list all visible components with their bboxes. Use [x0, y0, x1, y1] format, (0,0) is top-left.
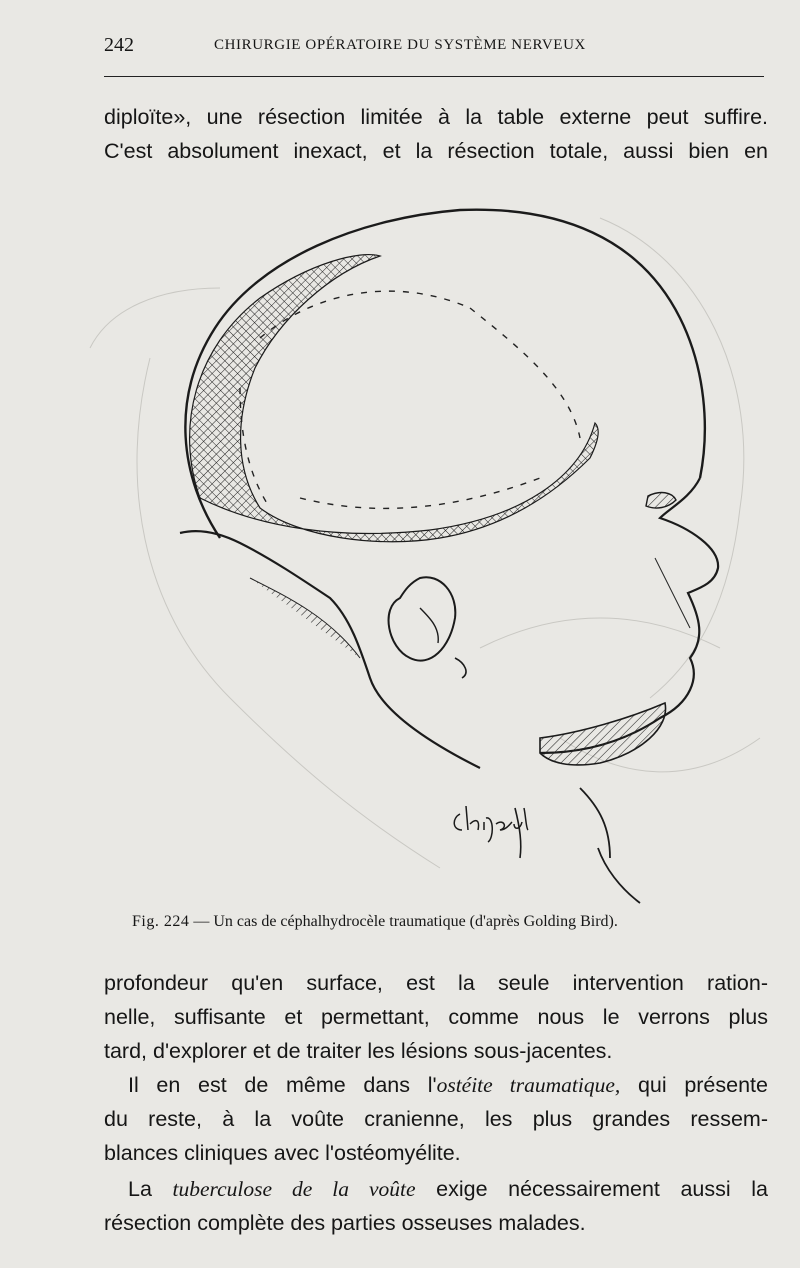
- text-line: [128, 1172, 768, 1206]
- header-rule: [104, 76, 764, 77]
- figure-illustration: [0, 178, 800, 908]
- page-header: [104, 34, 764, 60]
- italic-term: ostéite traumatique,: [436, 1073, 621, 1097]
- italic-term: tuberculose de la voûte: [172, 1177, 416, 1201]
- text-run: Il en est de même dans l': [128, 1073, 437, 1097]
- artist-signature: [454, 806, 528, 842]
- figure-label: Fig. 224: [132, 913, 190, 930]
- running-title: CHIRURGIE OPÉRATOIRE DU SYSTÈME NERVEUX: [214, 37, 586, 53]
- text-line: résection complète des parties osseuses malades.: [104, 1211, 586, 1235]
- text-line: [128, 1068, 768, 1102]
- text-line: profondeur qu'en surface, est la seule intervention ration-: [104, 971, 768, 995]
- text-line: C'est absolument inexact, et la résection totale, aussi bien en: [104, 139, 768, 163]
- page-number: 242: [104, 34, 134, 56]
- head-drawing: [0, 178, 800, 908]
- text-line: blances cliniques avec l'ostéomyélite.: [104, 1141, 461, 1165]
- figure-caption: [132, 913, 752, 931]
- text-line: tard, d'explorer et de traiter les lésions sous-jacentes.: [104, 1039, 613, 1063]
- text-line: du reste, à la voûte cranienne, les plus grandes ressem-: [104, 1107, 768, 1131]
- caption-text: Un cas de céphalhydrocèle traumatique (d'après Golding Bird).: [213, 913, 618, 930]
- text-run: exige nécessairement aussi la: [415, 1177, 768, 1201]
- text-run: La: [128, 1177, 173, 1201]
- text-run: qui présente: [620, 1073, 768, 1097]
- text-line: nelle, suffisante et permettant, comme nous le verrons plus: [104, 1005, 768, 1029]
- text-line: diploïte», une résection limitée à la table externe peut suffire.: [104, 105, 768, 129]
- caption-dash: —: [193, 913, 210, 930]
